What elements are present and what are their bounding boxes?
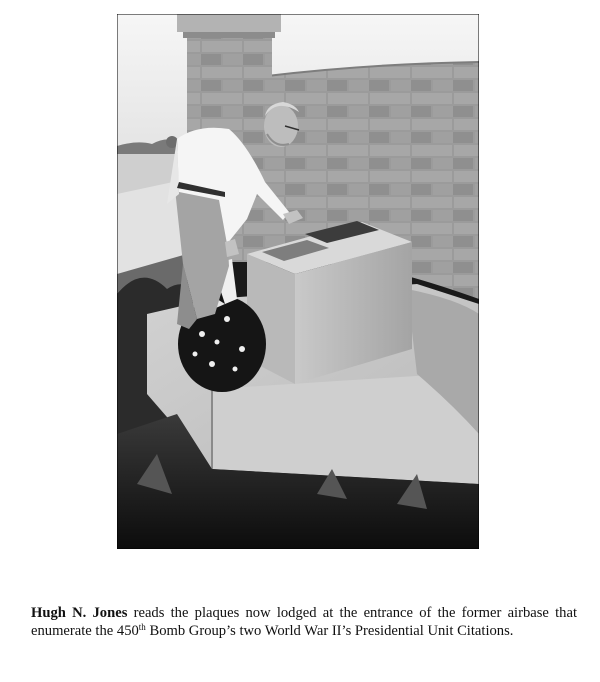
photo-caption (31, 605, 577, 640)
caption-person-name: Hugh N. Jones (31, 605, 128, 621)
memorial-photograph (117, 14, 479, 549)
caption-text-part-1: reads the plaques now lodged at the entrance of the former airbase that enumerate the 450 (31, 605, 577, 639)
caption-ordinal-suffix: th (138, 621, 146, 632)
caption-text-part-2: Bomb Group’s two World War II’s Presidential Unit Citations. (145, 622, 514, 639)
